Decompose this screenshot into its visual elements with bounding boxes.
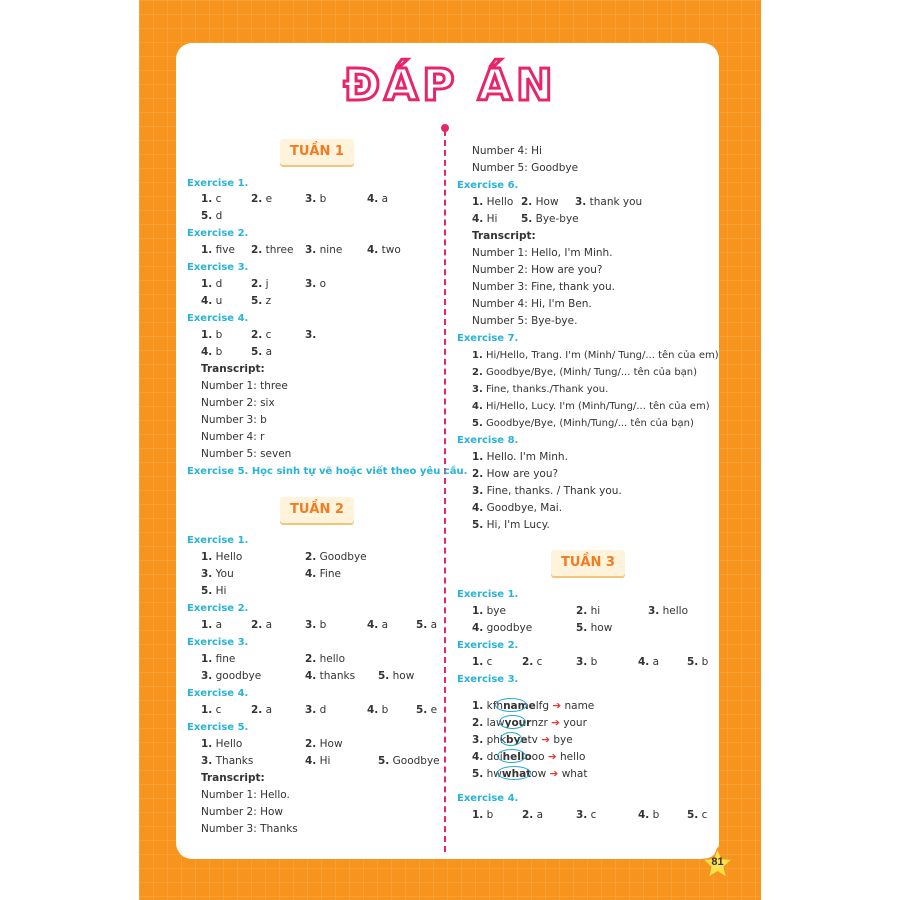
- answer-item: 4. two: [367, 244, 401, 256]
- answer-item: 1. Hi/Hello, Trang. I'm (Minh/ Tung/... tên của em): [472, 350, 719, 361]
- exercise-5-line: Exercise 5. Học sinh tự vẽ hoặc viết theo yêu cầu.: [187, 466, 468, 477]
- answer-item: 1. Hello: [201, 551, 243, 563]
- exercise-label: Exercise 3.: [187, 637, 249, 648]
- answer-item: 4. a: [367, 619, 389, 631]
- answer-item: 1. d: [201, 278, 223, 290]
- answer-item: 5. Goodbye/Bye, (Minh/Tung/... tên của bạn): [472, 418, 694, 429]
- transcript-line: Number 1: three: [201, 380, 288, 392]
- answer-item: 1. b: [472, 809, 494, 821]
- word-search-line: 2. lawyournzr ➔ your: [472, 717, 587, 729]
- exercise-label: Exercise 4.: [187, 688, 249, 699]
- answer-item: 3. nine: [305, 244, 343, 256]
- answer-item: 3. b: [576, 656, 598, 668]
- answer-item: 3. d: [305, 704, 327, 716]
- answer-item: 2. How: [521, 196, 559, 208]
- answer-item: 3. c: [576, 809, 597, 821]
- answer-item: 3. Thanks: [201, 755, 254, 767]
- answer-item: 3. goodbye: [201, 670, 262, 682]
- answer-item: 5. e: [416, 704, 438, 716]
- answer-item: 3. Fine, thanks. / Thank you.: [472, 485, 622, 497]
- transcript-label: Transcript:: [201, 772, 265, 784]
- answer-item: 1. Hello. I'm Minh.: [472, 451, 568, 463]
- transcript-line: Number 5: Goodbye: [472, 162, 579, 174]
- answer-item: 5. Bye-bye: [521, 213, 579, 225]
- answer-item: 2. How: [305, 738, 343, 750]
- transcript-line: Number 2: How: [201, 806, 283, 818]
- transcript-label: Transcript:: [472, 230, 536, 242]
- circle-mark: [495, 698, 527, 712]
- word-search-line: 3. phkbyetv ➔ bye: [472, 734, 573, 746]
- answer-item: 3. b: [305, 619, 327, 631]
- answer-item: 5. Goodbye: [378, 755, 440, 767]
- circle-mark: [499, 715, 526, 729]
- answer-item: 5. Hi: [201, 585, 227, 597]
- exercise-label: Exercise 6.: [457, 180, 519, 191]
- answer-item: 3.: [305, 329, 317, 341]
- answer-item: 5. c: [687, 809, 708, 821]
- arrow-icon: ➔: [552, 700, 562, 712]
- exercise-label: Exercise 4.: [187, 313, 249, 324]
- arrow-icon: ➔: [541, 734, 551, 746]
- answer-item: 1. fine: [201, 653, 236, 665]
- answer-item: 4. Hi/Hello, Lucy. I'm (Minh/Tung/... tên của em): [472, 401, 710, 412]
- answer-item: 5. z: [251, 295, 272, 307]
- arrow-icon: ➔: [547, 751, 557, 763]
- answer-item: 2. a: [251, 619, 273, 631]
- answer-item: 3. b: [305, 193, 327, 205]
- transcript-line: Number 2: six: [201, 397, 275, 409]
- transcript-line: Number 3: b: [201, 414, 267, 426]
- word-search-line: 1. kfhnamelfg ➔ name: [472, 700, 595, 712]
- week-1-heading: TUẦN 1: [280, 139, 354, 165]
- transcript-line: Number 5: seven: [201, 448, 292, 460]
- page-number: 81: [711, 856, 724, 868]
- answer-item: 1. c: [201, 193, 222, 205]
- answer-item: 1. Hello: [472, 196, 514, 208]
- answer-item: 3. Fine, thanks./Thank you.: [472, 384, 609, 395]
- exercise-label: Exercise 5.: [187, 722, 249, 733]
- answer-item: 2. hi: [576, 605, 601, 617]
- circle-mark: [497, 749, 526, 763]
- transcript-line: Number 5: Bye-bye.: [472, 315, 578, 327]
- answer-item: 5. a: [251, 346, 273, 358]
- arrow-icon: ➔: [551, 717, 560, 729]
- transcript-line: Number 4: Hi, I'm Ben.: [472, 298, 592, 310]
- answer-item: 5. d: [201, 210, 223, 222]
- answer-item: 4. b: [638, 809, 660, 821]
- transcript-line: Number 1: Hello, I'm Minh.: [472, 247, 613, 259]
- exercise-label: Exercise 7.: [457, 333, 519, 344]
- circle-mark: [500, 732, 522, 746]
- answer-item: 1. Hello: [201, 738, 243, 750]
- exercise-label: Exercise 2.: [457, 640, 519, 651]
- answer-item: 2. Goodbye/Bye, (Minh/ Tung/... tên của bạn): [472, 367, 698, 378]
- answer-item: 1. c: [201, 704, 222, 716]
- answer-item: 2. a: [251, 704, 273, 716]
- transcript-line: Number 4: r: [201, 431, 265, 443]
- transcript-line: Number 4: Hi: [472, 145, 542, 157]
- answer-item: 2. a: [522, 809, 544, 821]
- exercise-label: Exercise 1.: [187, 535, 249, 546]
- answer-item: 4. Goodbye, Mai.: [472, 502, 563, 514]
- answer-item: 4. b: [367, 704, 389, 716]
- answer-item: 4. a: [638, 656, 660, 668]
- word-search-line: 4. doihellooo ➔ hello: [472, 751, 586, 763]
- week-2-heading: TUẦN 2: [280, 497, 354, 523]
- answer-item: 2. c: [251, 329, 272, 341]
- answer-item: 2. hello: [305, 653, 346, 665]
- answer-item: 4. Fine: [305, 568, 341, 580]
- exercise-label: Exercise 3.: [457, 674, 519, 685]
- answer-item: 2. e: [251, 193, 273, 205]
- answer-item: 2. Goodbye: [305, 551, 367, 563]
- answer-item: 5. how: [576, 622, 613, 634]
- answer-item: 5. a: [416, 619, 438, 631]
- answer-item: 2. three: [251, 244, 294, 256]
- answer-item: 2. c: [522, 656, 543, 668]
- answer-item: 4. Hi: [472, 213, 498, 225]
- answer-item: 3. o: [305, 278, 327, 290]
- answer-item: 1. five: [201, 244, 235, 256]
- transcript-line: Number 1: Hello.: [201, 789, 290, 801]
- answer-item: 3. thank you: [575, 196, 643, 208]
- transcript-label: Transcript:: [201, 363, 265, 375]
- arrow-icon: ➔: [549, 768, 559, 780]
- answer-item: 3. You: [201, 568, 234, 580]
- circle-mark: [497, 766, 531, 780]
- transcript-line: Number 2: How are you?: [472, 264, 603, 276]
- answer-item: 4. u: [201, 295, 223, 307]
- answer-item: 5. how: [378, 670, 415, 682]
- answer-item: 4. thanks: [305, 670, 356, 682]
- answer-item: 4. a: [367, 193, 389, 205]
- exercise-label: Exercise 2.: [187, 603, 249, 614]
- answer-item: 5. Hi, I'm Lucy.: [472, 519, 550, 531]
- transcript-line: Number 3: Fine, thank you.: [472, 281, 615, 293]
- page-title: ĐÁP ÁN: [343, 60, 557, 111]
- answer-item: 1. a: [201, 619, 223, 631]
- answer-item: 5. b: [687, 656, 709, 668]
- answer-item: 4. goodbye: [472, 622, 533, 634]
- answer-item: 1. c: [472, 656, 493, 668]
- exercise-label: Exercise 2.: [187, 228, 249, 239]
- answer-item: 1. bye: [472, 605, 506, 617]
- exercise-label: Exercise 1.: [457, 589, 519, 600]
- column-divider: [444, 130, 446, 852]
- answer-item: 2. How are you?: [472, 468, 559, 480]
- exercise-label: Exercise 3.: [187, 262, 249, 273]
- word-search-line: 5. hwwhatow ➔ what: [472, 768, 588, 780]
- exercise-label: Exercise 4.: [457, 793, 519, 804]
- answer-item: 1. b: [201, 329, 223, 341]
- answer-item: 3. hello: [648, 605, 689, 617]
- answer-item: 4. b: [201, 346, 223, 358]
- exercise-label: Exercise 1.: [187, 178, 249, 189]
- week-3-heading: TUẦN 3: [551, 550, 625, 576]
- answer-item: 4. Hi: [305, 755, 331, 767]
- transcript-line: Number 3: Thanks: [201, 823, 298, 835]
- answer-item: 2. j: [251, 278, 269, 290]
- exercise-label: Exercise 8.: [457, 435, 519, 446]
